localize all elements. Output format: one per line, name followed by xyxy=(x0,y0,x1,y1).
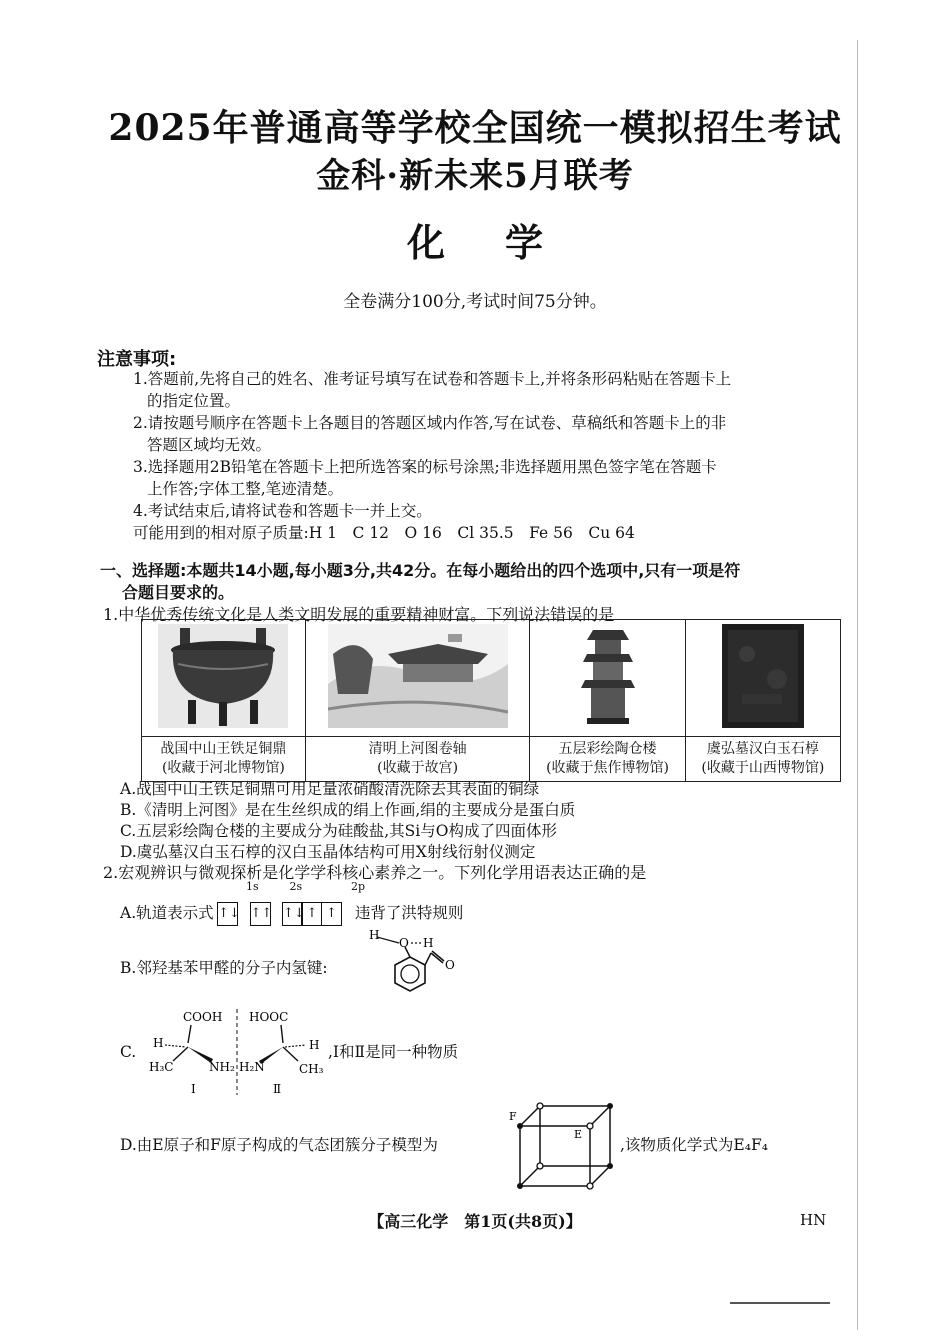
page-footer: 【高三化学 第1页(共8页)】 xyxy=(368,1212,582,1231)
subject-title: 化学 xyxy=(406,220,603,265)
q1-options xyxy=(120,779,848,863)
atom-label: H xyxy=(369,928,380,942)
orbital-label-2s: 2s xyxy=(289,880,303,893)
q2-option-a-prefix: A.轨道表示式 xyxy=(120,904,214,922)
formula-label: H₂N xyxy=(239,1060,265,1074)
q1-option-d: D.虞弘墓汉白玉石椁的汉白玉晶体结构可用X射线衍射仪测定 xyxy=(120,843,536,861)
formula-label: CH₃ xyxy=(299,1062,324,1076)
orbital-box: ↑ xyxy=(301,902,322,926)
artifact-name: 战国中山王铁足铜鼎 xyxy=(160,741,287,757)
notice-list xyxy=(133,368,848,544)
notice-item: 2.请按题号顺序在答题卡上各题目的答题区域内作答,写在试卷、草稿纸和答题卡上的非 xyxy=(133,414,727,432)
formula-label: COOH xyxy=(183,1010,223,1024)
atomic-masses: 可能用到的相对原子质量:H 1 C 12 O 16 Cl 35.5 Fe 56 Cu 64 xyxy=(133,524,635,542)
formula-label: H xyxy=(153,1036,164,1050)
q2-option-a-suffix: 违背了洪特规则 xyxy=(354,904,464,922)
notice-item: 3.选择题用2B铅笔在答题卡上把所选答案的标号涂黑;非选择题用黑色签字笔在答题卡 xyxy=(133,458,717,476)
orbital-2s xyxy=(251,900,271,926)
section-heading-line2: 合题目要求的。 xyxy=(122,583,235,602)
artifact-name: 五层彩绘陶仓楼 xyxy=(558,741,657,757)
bottom-line xyxy=(730,1302,830,1304)
q2-option-a xyxy=(120,900,848,926)
atom-label: E xyxy=(574,1128,583,1141)
artifact-image-cell xyxy=(305,620,530,737)
amino-acid-enantiomers xyxy=(143,1005,343,1100)
formula-label: H xyxy=(309,1038,320,1052)
atom-label: F xyxy=(509,1110,517,1123)
notice-heading: 注意事项: xyxy=(97,349,177,370)
notice-item: 的指定位置。 xyxy=(147,392,241,410)
artifact-name: 清明上河图卷轴 xyxy=(368,741,467,757)
notice-item: 上作答;字体工整,笔迹清楚。 xyxy=(147,480,344,498)
exam-title-line1: 2025年普通高等学校全国统一模拟招生考试 xyxy=(108,107,842,149)
artifact-image-cell xyxy=(685,620,840,737)
notice-item: 答题区域均无效。 xyxy=(147,436,272,454)
bronze-ding-image xyxy=(158,624,288,728)
artifact-caption xyxy=(142,737,306,782)
orbital-label-1s: 1s xyxy=(246,880,259,893)
orbital-box: ↑↓ xyxy=(282,902,303,926)
artifact-source: (收藏于焦作博物馆) xyxy=(546,760,670,776)
atom-label: O xyxy=(445,958,455,972)
artifact-name: 虞弘墓汉白玉石椁 xyxy=(706,741,819,757)
formula-label: HOOC xyxy=(249,1010,289,1024)
artifact-source: (收藏于故宫) xyxy=(377,760,459,776)
region-code: HN xyxy=(800,1211,827,1229)
q1-option-a: A.战国中山王铁足铜鼎可用足量浓硝酸清洗除去其表面的铜绿 xyxy=(120,780,540,798)
q2-option-b: B.邻羟基苯甲醛的分子内氢键: xyxy=(120,959,328,977)
artifact-source: (收藏于山西博物馆) xyxy=(701,760,825,776)
artifact-source: (收藏于河北博物馆) xyxy=(161,760,285,776)
q1-stem: 1.中华优秀传统文化是人类文明发展的重要精神财富。下列说法错误的是 xyxy=(103,605,615,624)
q2-stem: 2.宏观辨识与微观探析是化学学科核心素养之一。下列化学用语表达正确的是 xyxy=(103,863,647,882)
section-heading-line1: 一、选择题:本题共14小题,每小题3分,共42分。在每小题给出的四个选项中,只有一项是符 xyxy=(100,561,741,580)
pottery-granary-image xyxy=(573,624,643,728)
orbital-box: ↑↑ xyxy=(250,902,271,926)
exam-title-line2: 金科·新未来5月联考 xyxy=(316,156,634,196)
q2-option-c-prefix: C. xyxy=(120,1043,137,1061)
artifact-caption xyxy=(530,737,685,782)
q2-option-d-prefix: D.由E原子和F原子构成的气态团簇分子模型为 xyxy=(120,1136,438,1154)
orbital-box: ↑↓ xyxy=(217,902,238,926)
marble-coffin-image xyxy=(722,624,804,728)
notice-item: 4.考试结束后,请将试卷和答题卡一并上交。 xyxy=(133,502,432,520)
artifact-image-cell xyxy=(142,620,306,737)
hydroxybenzaldehyde-structure xyxy=(365,925,465,1005)
section-heading xyxy=(100,560,848,604)
q1-option-b: B.《清明上河图》是在生丝织成的绢上作画,绢的主要成分是蛋白质 xyxy=(120,801,576,819)
atom-label: O xyxy=(399,936,409,950)
artifact-image-cell xyxy=(530,620,685,737)
orbital-box: ↑ xyxy=(321,902,342,926)
formula-label: H₃C xyxy=(149,1060,174,1074)
orbital-label-2p: 2p xyxy=(351,880,366,893)
artifact-caption xyxy=(305,737,530,782)
formula-label: Ⅰ xyxy=(191,1082,196,1096)
exam-info: 全卷满分100分,考试时间75分钟。 xyxy=(343,292,607,312)
formula-label: NH₂ xyxy=(209,1060,235,1074)
atom-label: H xyxy=(423,936,434,950)
formula-label: Ⅱ xyxy=(273,1082,282,1096)
cluster-cube-model xyxy=(508,1098,623,1194)
artifact-table xyxy=(141,619,841,782)
orbital-2p xyxy=(283,900,342,926)
orbital-1s xyxy=(219,900,239,926)
q1-option-c: C.五层彩绘陶仓楼的主要成分为硅酸盐,其Si与O构成了四面体形 xyxy=(120,822,557,840)
artifact-caption xyxy=(685,737,840,782)
notice-item: 1.答题前,先将自己的姓名、准考证号填写在试卷和答题卡上,并将条形码粘贴在答题卡上 xyxy=(133,370,732,388)
orbital-labels xyxy=(246,880,365,893)
q2-option-c-suffix: ,Ⅰ和Ⅱ是同一种物质 xyxy=(328,1043,459,1061)
qingming-scroll-image xyxy=(328,624,508,728)
q2-option-d-suffix: ,该物质化学式为E₄F₄ xyxy=(620,1136,768,1154)
